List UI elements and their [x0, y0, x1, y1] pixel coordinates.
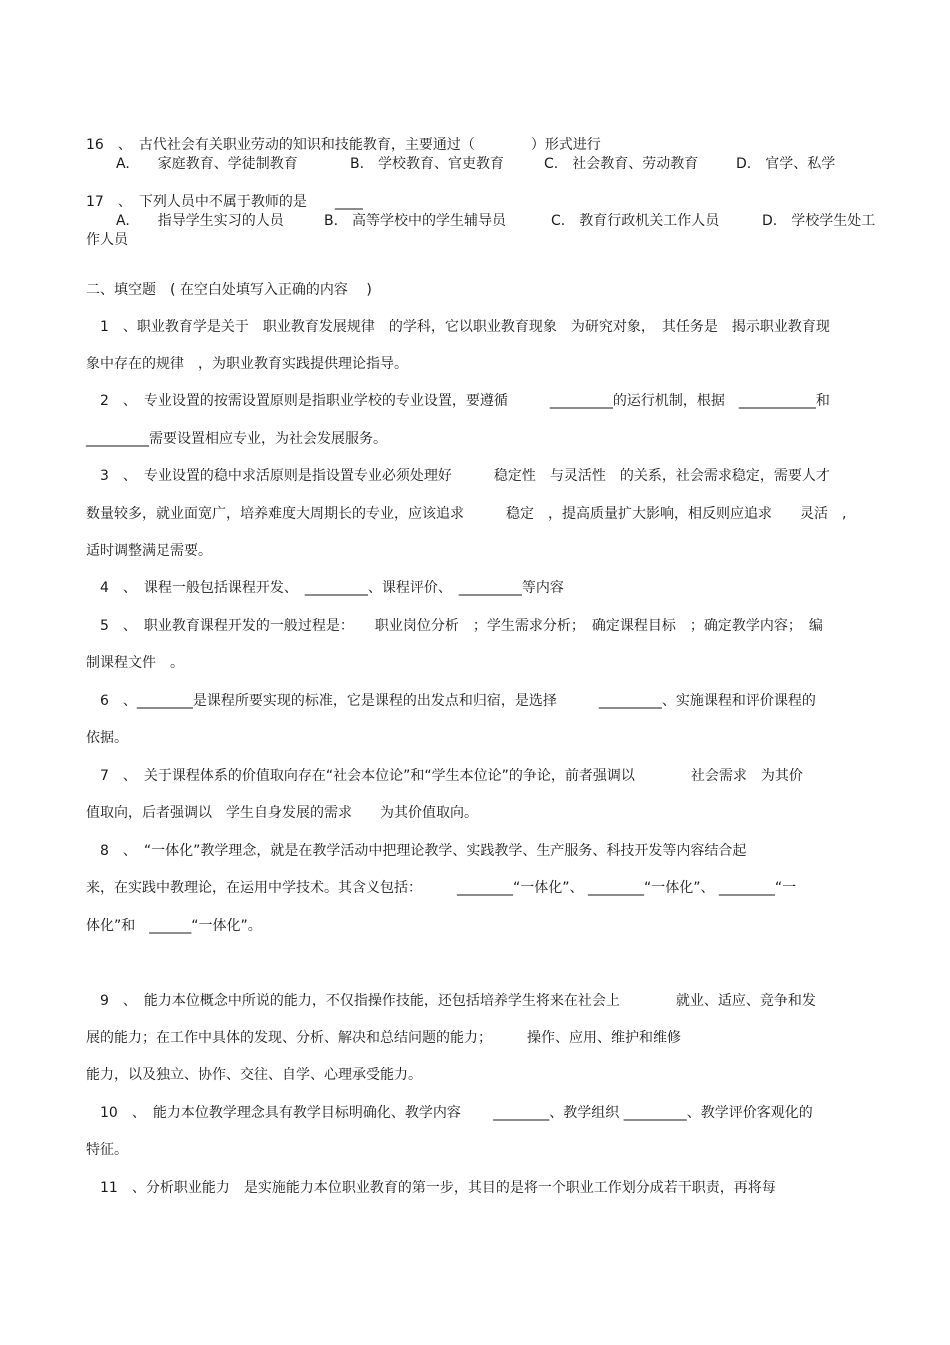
question-17-option-c: C. 教育行政机关工作人员	[551, 213, 720, 229]
fill-line: 依据。	[86, 730, 128, 746]
fill-line: 数量较多，就业面宽广，培养难度大周期长的专业，应该追求 稳定 ，提高质量扩大影响，相反则应追求 灵活 ,	[86, 506, 847, 522]
question-16-option-d: D. 官学、私学	[736, 156, 836, 172]
question-17-option-b: B. 高等学校中的学生辅导员	[324, 213, 507, 229]
fill-line: 能力，以及独立、协作、交往、自学、心理承受能力。	[86, 1067, 422, 1083]
fill-line: 特征。	[86, 1142, 128, 1158]
fill-line: 10 、 能力本位教学理念具有教学目标明确化、教学内容 ________、教学组织 _________、教学评价客观化的	[86, 1105, 813, 1121]
fill-line: 体化”和 ______“一体化”。	[86, 918, 262, 934]
fill-line: 8 、 “一体化”教学理念，就是在教学活动中把理论教学、实践教学、生产服务、科技开发等内容结合起	[86, 843, 747, 859]
fill-line: 适时调整满足需要。	[86, 543, 212, 559]
question-17-option-a: A. 指导学生实习的人员	[116, 213, 284, 229]
fill-line: 7 、 关于课程体系的价值取向存在“社会本位论”和“学生本位论”的争论，前者强调以 社会需求 为其价	[86, 768, 803, 784]
fill-line: 来，在实践中教理论，在运用中学技术。其含义包括： ________“一体化”、 ________“一体化”、 ________“一	[86, 880, 797, 896]
question-17-option-d-continued: 作人员	[86, 232, 128, 248]
question-17-option-d: D. 学校学生处工	[762, 213, 876, 229]
fill-line: _________需要设置相应专业，为社会发展服务。	[86, 431, 387, 447]
fill-line: 2 、 专业设置的按需设置原则是指职业学校的专业设置，要遵循 _________的运行机制，根据 ___________和	[86, 393, 830, 409]
question-16-option-b: B. 学校教育、官吏教育	[350, 156, 505, 172]
fill-line: 5 、 职业教育课程开发的一般过程是： 职业岗位分析 ；学生需求分析； 确定课程目标 ；确定教学内容； 编	[86, 618, 823, 634]
fill-line: 制课程文件 。	[86, 655, 184, 671]
fill-line: 1 、职业教育学是关于 职业教育发展规律 的学科，它以职业教育现象 为研究对象， 其任务是 揭示职业教育现	[86, 319, 830, 335]
fill-line: 展的能力；在工作中具体的发现、分析、解决和总结问题的能力； 操作、应用、维护和维修	[86, 1030, 681, 1046]
fill-line: 值取向，后者强调以 学生自身发展的需求 为其价值取向。	[86, 805, 478, 821]
fill-line: 9 、 能力本位概念中所说的能力，不仅指操作技能，还包括培养学生将来在社会上 就业、适应、竞争和发	[86, 993, 816, 1009]
fill-line: 11 、分析职业能力 是实施能力本位职业教育的第一步，其目的是将一个职业工作划分成若干职责，再将每	[86, 1180, 776, 1196]
fill-line: 4 、 课程一般包括课程开发、 _________、课程评价、 _________等内容	[86, 580, 564, 596]
fill-line: 6 、________是课程所要实现的标准，它是课程的出发点和归宿，是选择 _________、实施课程和评价课程的	[86, 693, 816, 709]
section-2-heading: 二、填空题 ( 在空白处填写入正确的内容 )	[86, 282, 372, 298]
question-16-option-a: A. 家庭教育、学徒制教育	[116, 156, 298, 172]
question-16-stem: 16 、 古代社会有关职业劳动的知识和技能教育，主要通过（ ）形式进行	[86, 137, 601, 153]
question-17-stem: 17 、 下列人员中不属于教师的是 ____	[86, 194, 363, 210]
fill-line: 3 、 专业设置的稳中求活原则是指设置专业必须处理好 稳定性 与灵活性 的关系，社会需求稳定，需要人才	[86, 468, 830, 484]
question-16-option-c: C. 社会教育、劳动教育	[544, 156, 699, 172]
fill-line: 象中存在的规律 ，为职业教育实践提供理论指导。	[86, 356, 408, 372]
